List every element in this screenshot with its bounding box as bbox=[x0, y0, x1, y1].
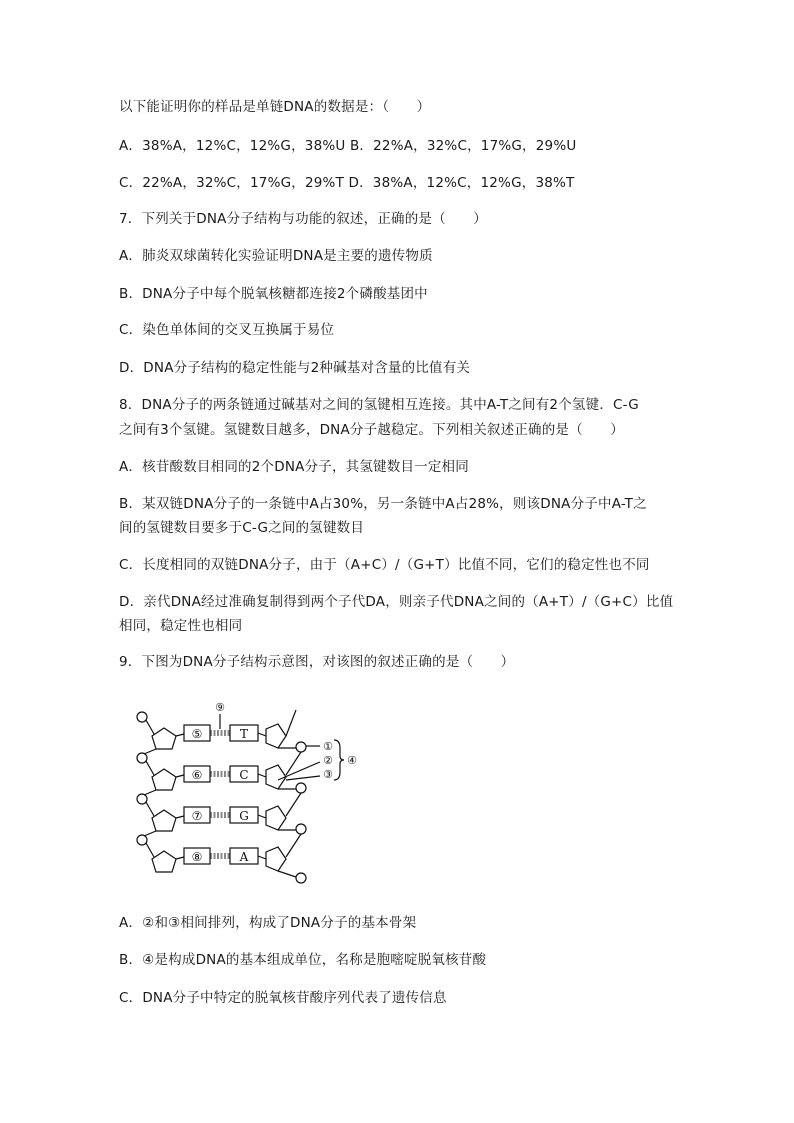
label-2: ② bbox=[323, 754, 333, 767]
base-label-g: G bbox=[239, 809, 249, 823]
base-label-t: T bbox=[239, 727, 249, 741]
deoxyribose-pentagon bbox=[266, 806, 286, 830]
phosphate-circle bbox=[137, 794, 147, 804]
base-label-5: ⑤ bbox=[191, 727, 203, 741]
base-label-6: ⑥ bbox=[191, 768, 203, 782]
question-9-stem: 9．下图为DNA分子结构示意图，对该图的叙述正确的是（ ） bbox=[119, 654, 515, 670]
phosphate-circle bbox=[296, 742, 306, 752]
question-8-option-c: C．长度相同的双链DNA分子，由于（A+C）/（G+T）比值不同，它们的稳定性也不同 bbox=[119, 557, 650, 573]
base-label-c: C bbox=[239, 768, 249, 782]
base-label-8: ⑧ bbox=[191, 850, 203, 864]
question-9-option-b: B．④是构成DNA的基本组成单位，名称是胞嘧啶脱氧核苷酸 bbox=[119, 952, 487, 968]
question-6-options-ab: A．38%A，12%C，12%G，38%U B．22%A，32%C，17%G，29%U bbox=[119, 138, 577, 154]
dna-structure-diagram bbox=[128, 696, 368, 886]
deoxyribose-pentagon bbox=[152, 769, 176, 790]
hydrogen-bond-label-9: ⑨ bbox=[215, 701, 225, 714]
question-8-stem-line-2: 之间有3个氢键。氢键数目越多，DNA分子越稳定。下列相关叙述正确的是（ ） bbox=[119, 422, 624, 438]
question-9-option-c: C．DNA分子中特定的脱氧核苷酸序列代表了遗传信息 bbox=[119, 990, 447, 1006]
deoxyribose-pentagon bbox=[266, 724, 286, 748]
label-3: ③ bbox=[323, 768, 333, 781]
phosphate-circle bbox=[137, 835, 147, 845]
base-label-7: ⑦ bbox=[191, 809, 203, 823]
question-8-stem-line-1: 8．DNA分子的两条链通过碱基对之间的氢键相互连接。其中A-T之间有2个氢键．C-G bbox=[119, 397, 639, 413]
phosphate-circle bbox=[296, 783, 306, 793]
question-8-option-b-line-1: B．某双链DNA分子的一条链中A占30%，另一条链中A占28%，则该DNA分子中A-T之 bbox=[119, 496, 647, 512]
question-8-option-d-line-1: D．亲代DNA经过准确复制得到两个子代DA，则亲子代DNA之间的（A+T）/（G+C）比值 bbox=[119, 594, 674, 610]
deoxyribose-pentagon bbox=[152, 728, 176, 749]
phosphate-circle bbox=[137, 753, 147, 763]
question-9-option-a: A．②和③相间排列，构成了DNA分子的基本骨架 bbox=[119, 915, 417, 931]
phosphate-circle bbox=[296, 824, 306, 834]
label-1: ① bbox=[323, 740, 333, 753]
deoxyribose-pentagon bbox=[152, 810, 176, 831]
base-label-a: A bbox=[239, 850, 249, 864]
question-6-data-prompt: 以下能证明你的样品是单链DNA的数据是：（ ） bbox=[119, 99, 431, 115]
deoxyribose-pentagon bbox=[266, 765, 286, 789]
question-7-stem: 7．下列关于DNA分子结构与功能的叙述，正确的是（ ） bbox=[119, 211, 487, 227]
phosphate-circle bbox=[137, 712, 147, 722]
question-7-option-c: C．染色单体间的交叉互换属于易位 bbox=[119, 322, 335, 338]
phosphate-circle bbox=[296, 873, 306, 883]
deoxyribose-pentagon bbox=[152, 851, 176, 872]
question-8-option-a: A．核苷酸数目相同的2个DNA分子，其氢键数目一定相同 bbox=[119, 459, 469, 475]
question-7-option-b: B．DNA分子中每个脱氧核糖都连接2个磷酸基团中 bbox=[119, 286, 428, 302]
question-8-option-b-line-2: 间的氢键数目要多于C-G之间的氢键数目 bbox=[119, 520, 365, 536]
question-7-option-d: D．DNA分子结构的稳定性能与2种碱基对含量的比值有关 bbox=[119, 360, 471, 376]
label-4: ④ bbox=[347, 754, 357, 767]
question-8-option-d-line-2: 相同，稳定性也相同 bbox=[119, 618, 243, 634]
question-7-option-a: A．肺炎双球菌转化实验证明DNA是主要的遗传物质 bbox=[119, 248, 433, 264]
question-6-options-cd: C．22%A，32%C，17%G，29%T D．38%A，12%C，12%G，38%T bbox=[119, 175, 575, 191]
deoxyribose-pentagon bbox=[266, 847, 286, 871]
